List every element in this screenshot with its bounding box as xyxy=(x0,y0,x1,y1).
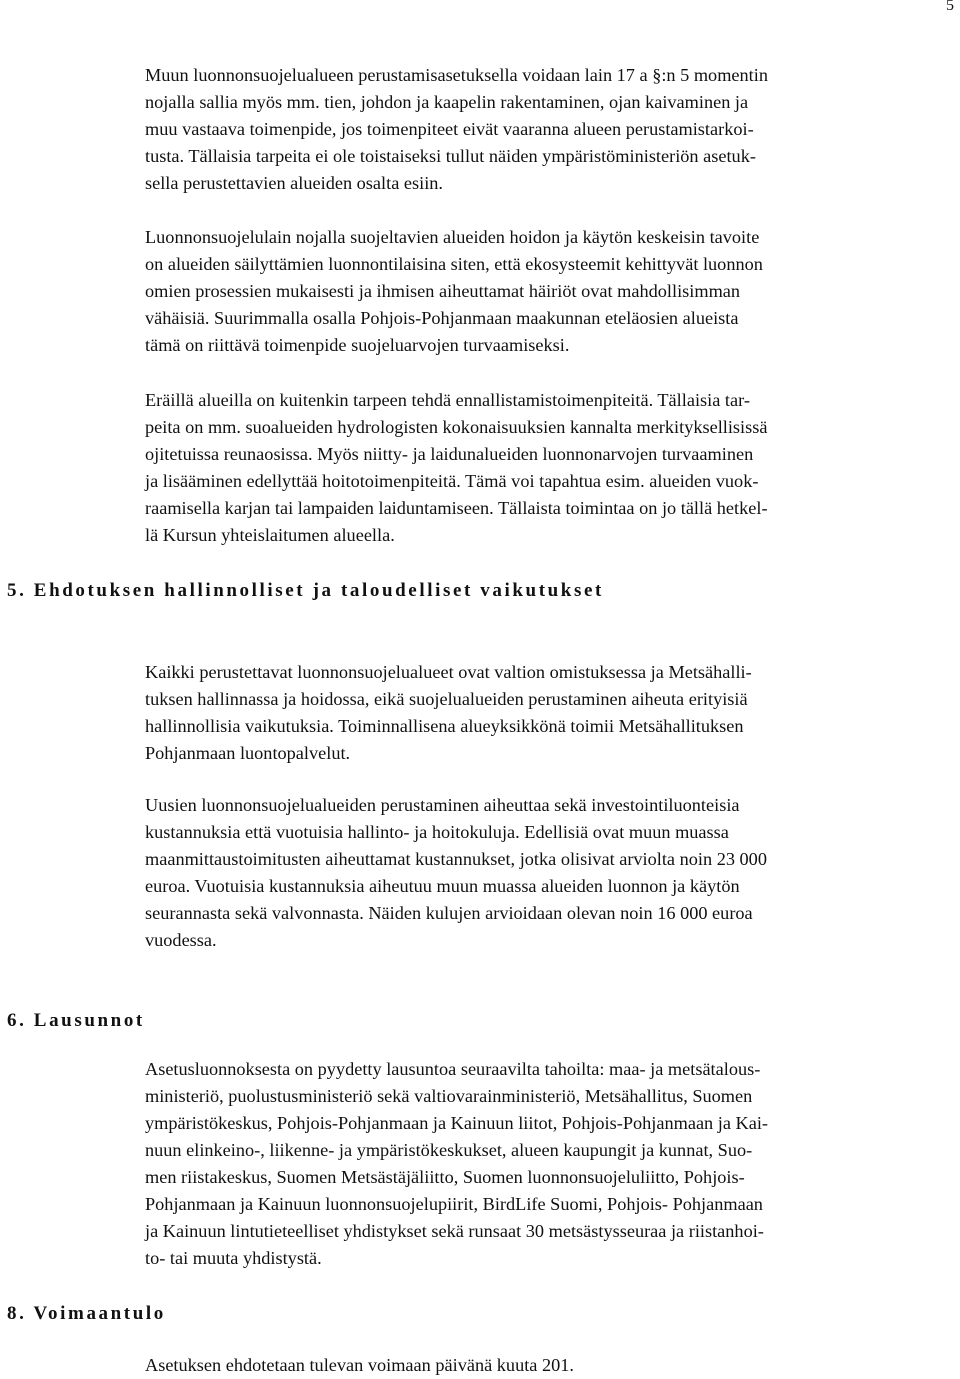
text-line: maanmittaustoimitusten aiheuttamat kustannukset, jotka olisivat arviolta noin 23 000 xyxy=(145,849,767,869)
section-heading-8: 8. Voimaantulo xyxy=(7,1303,166,1324)
text-line: on alueiden säilyttämien luonnontilaisina siten, että ekosysteemit kehittyvät luonnon xyxy=(145,254,763,274)
text-line: to- tai muuta yhdistystä. xyxy=(145,1248,322,1268)
text-line: ojitetuissa reunaosissa. Myös niitty- ja laidunalueiden luonnonarvojen turvaaminen xyxy=(145,444,754,464)
paragraph-ennallistaminen xyxy=(145,387,960,549)
text-line: vähäisiä. Suurimmalla osalla Pohjois-Pohjanmaan maakunnan eteläosien alueista xyxy=(145,308,739,328)
section-heading-5: 5. Ehdotuksen hallinnolliset ja taloudelliset vaikutukset xyxy=(7,580,604,601)
text-line: ja Kainuun lintutieteelliset yhdistykset sekä runsaat 30 metsästysseuraa ja riistanhoi- xyxy=(145,1221,764,1241)
text-line: euroa. Vuotuisia kustannuksia aiheutuu muun muassa alueiden luonnon ja käytön xyxy=(145,876,740,896)
text-line: Asetusluonnoksesta on pyydetty lausuntoa seuraavilta tahoilta: maa- ja metsätalous- xyxy=(145,1059,761,1079)
text-line: hallinnollisia vaikutuksia. Toiminnallisena alueyksikkönä toimii Metsähallituksen xyxy=(145,716,744,736)
text-line: Asetuksen ehdotetaan tulevan voimaan päivänä kuuta 201. xyxy=(145,1355,574,1375)
text-line: tusta. Tällaisia tarpeita ei ole toistaiseksi tullut näiden ympäristöministeriön asetuk- xyxy=(145,146,756,166)
text-line: ympäristökeskus, Pohjois-Pohjanmaan ja Kainuun liitot, Pohjois-Pohjanmaan ja Kai- xyxy=(145,1113,769,1133)
text-line: Eräillä alueilla on kuitenkin tarpeen tehdä ennallistamistoimenpiteitä. Tällaisia tar- xyxy=(145,390,750,410)
text-line: seurannasta sekä valvonnasta. Näiden kulujen arvioidaan olevan noin 16 000 euroa xyxy=(145,903,753,923)
text-line: raamisella karjan tai lampaiden laiduntamiseen. Tällaista toimintaa on jo tällä hetkel- xyxy=(145,498,768,518)
paragraph-lausunnot xyxy=(145,1056,960,1272)
text-line: lä Kursun yhteislaitumen alueella. xyxy=(145,525,395,545)
text-line: kustannuksia että vuotuisia hallinto- ja hoitokuluja. Edellisiä ovat muun muassa xyxy=(145,822,729,842)
text-line: tuksen hallinnassa ja hoidossa, eikä suojelualueiden perustaminen aiheuta erityisiä xyxy=(145,689,748,709)
paragraph-hallinnolliset xyxy=(145,659,960,767)
text-line: muu vastaava toimenpide, jos toimenpiteet eivät vaaranna alueen perustamistarkoi- xyxy=(145,119,754,139)
text-line: Pohjanmaan ja Kainuun luonnonsuojelupiirit, BirdLife Suomi, Pohjois- Pohjanmaan xyxy=(145,1194,763,1214)
text-line: nojalla sallia myös mm. tien, johdon ja kaapelin rakentaminen, ojan kaivaminen ja xyxy=(145,92,749,112)
text-line: men riistakeskus, Suomen Metsästäjäliitto, Suomen luonnonsuojeluliitto, Pohjois- xyxy=(145,1167,745,1187)
text-line: vuodessa. xyxy=(145,930,217,950)
text-line: Muun luonnonsuojelualueen perustamisasetuksella voidaan lain 17 a §:n 5 momentin xyxy=(145,65,768,85)
paragraph-asetus-sallia xyxy=(145,62,960,197)
text-line: peita on mm. suoalueiden hydrologisten kokonaisuuksien kannalta merkityksellisissä xyxy=(145,417,768,437)
text-line: Kaikki perustettavat luonnonsuojelualueet ovat valtion omistuksessa ja Metsähalli- xyxy=(145,662,752,682)
text-line: omien prosessien mukaisesti ja ihmisen aiheuttamat häiriöt ovat mahdollisimman xyxy=(145,281,741,301)
paragraph-hoidon-tavoite xyxy=(145,224,960,359)
text-line: sella perustettavien alueiden osalta esiin. xyxy=(145,173,443,193)
paragraph-voimaantulo xyxy=(145,1352,960,1379)
section-heading-6: 6. Lausunnot xyxy=(7,1010,145,1031)
text-line: Luonnonsuojelulain nojalla suojeltavien alueiden hoidon ja käytön keskeisin tavoite xyxy=(145,227,760,247)
page-number: 5 xyxy=(946,0,954,14)
text-line: tämä on riittävä toimenpide suojeluarvojen turvaamiseksi. xyxy=(145,335,570,355)
text-line: ministeriö, puolustusministeriö sekä valtiovarainministeriö, Metsähallitus, Suomen xyxy=(145,1086,753,1106)
text-line: ja lisääminen edellyttää hoitotoimenpiteitä. Tämä voi tapahtua esim. alueiden vuok- xyxy=(145,471,759,491)
text-line: Uusien luonnonsuojelualueiden perustaminen aiheuttaa sekä investointiluonteisia xyxy=(145,795,740,815)
text-line: nuun elinkeino-, liikenne- ja ympäristökeskukset, alueen kaupungit ja kunnat, Suo- xyxy=(145,1140,753,1160)
text-line: Pohjanmaan luontopalvelut. xyxy=(145,743,351,763)
paragraph-kustannukset xyxy=(145,792,960,954)
